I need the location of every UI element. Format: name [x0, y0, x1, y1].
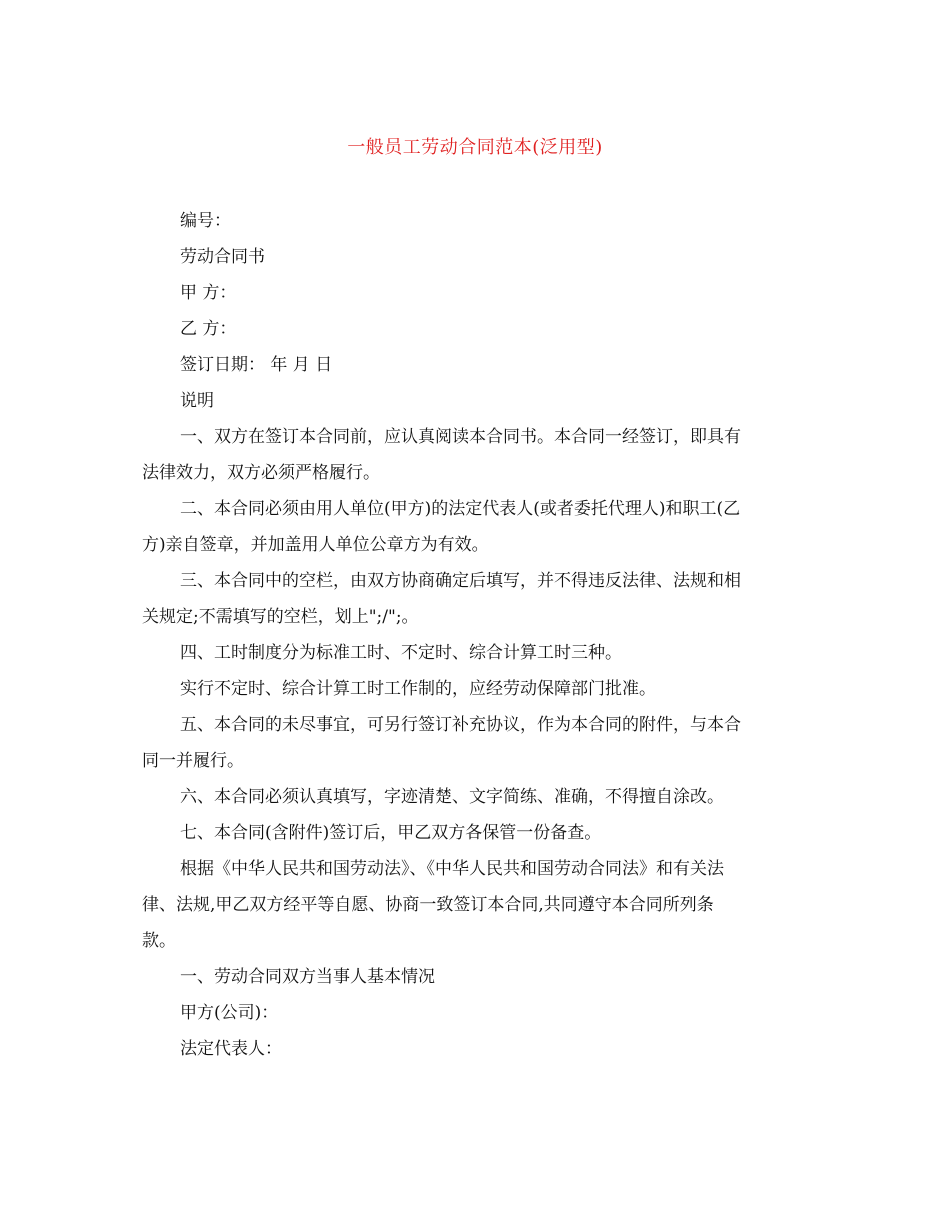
paragraph-line: 二、本合同必须由用人单位(甲方)的法定代表人(或者委托代理人)和职工(乙 — [180, 499, 741, 519]
paragraph-line: 五、本合同的未尽事宜，可另行签订补充协议，作为本合同的附件，与本合 — [180, 715, 741, 735]
paragraph-line: 实行不定时、综合计算工时工作制的，应经劳动保障部门批准。 — [180, 679, 656, 699]
paragraph-line: 方)亲自签章，并加盖用人单位公章方为有效。 — [142, 535, 489, 555]
paragraph-line: 法定代表人： — [180, 1039, 282, 1059]
paragraph-line: 一、劳动合同双方当事人基本情况 — [180, 967, 435, 987]
paragraph-line: 六、本合同必须认真填写，字迹清楚、文字简练、准确，不得擅自涂改。 — [180, 787, 724, 807]
paragraph-line: 甲 方： — [180, 283, 237, 303]
paragraph-line: 同一并履行。 — [142, 751, 244, 771]
document-title: 一般员工劳动合同范本(泛用型) — [347, 137, 603, 158]
paragraph-line: 律、法规,甲乙双方经平等自愿、协商一致签订本合同,共同遵守本合同所列条 — [142, 895, 714, 915]
paragraph-line: 三、本合同中的空栏，由双方协商确定后填写，并不得违反法律、法规和相 — [180, 571, 741, 591]
paragraph-line: 根据《中华人民共和国劳动法》、《中华人民共和国劳动合同法》和有关法 — [180, 859, 724, 879]
paragraph-line: 甲方(公司)： — [180, 1003, 279, 1023]
document-body — [142, 203, 802, 1067]
paragraph-line: 乙 方： — [180, 319, 237, 339]
paragraph-line: 一、双方在签订本合同前，应认真阅读本合同书。本合同一经签订，即具有 — [180, 427, 741, 447]
paragraph-line: 关规定;不需填写的空栏，划上";/";。 — [142, 607, 419, 627]
paragraph-line: 法律效力，双方必须严格履行。 — [142, 463, 380, 483]
paragraph-line: 说明 — [180, 391, 214, 411]
paragraph-line: 编号： — [180, 211, 231, 231]
paragraph-line: 款。 — [142, 931, 176, 951]
paragraph-line: 七、本合同(含附件)签订后，甲乙双方各保管一份备查。 — [180, 823, 602, 843]
paragraph-line: 签订日期： 年 月 日 — [180, 355, 333, 375]
paragraph-line: 四、工时制度分为标准工时、不定时、综合计算工时三种。 — [180, 643, 622, 663]
paragraph-line: 劳动合同书 — [180, 247, 265, 267]
